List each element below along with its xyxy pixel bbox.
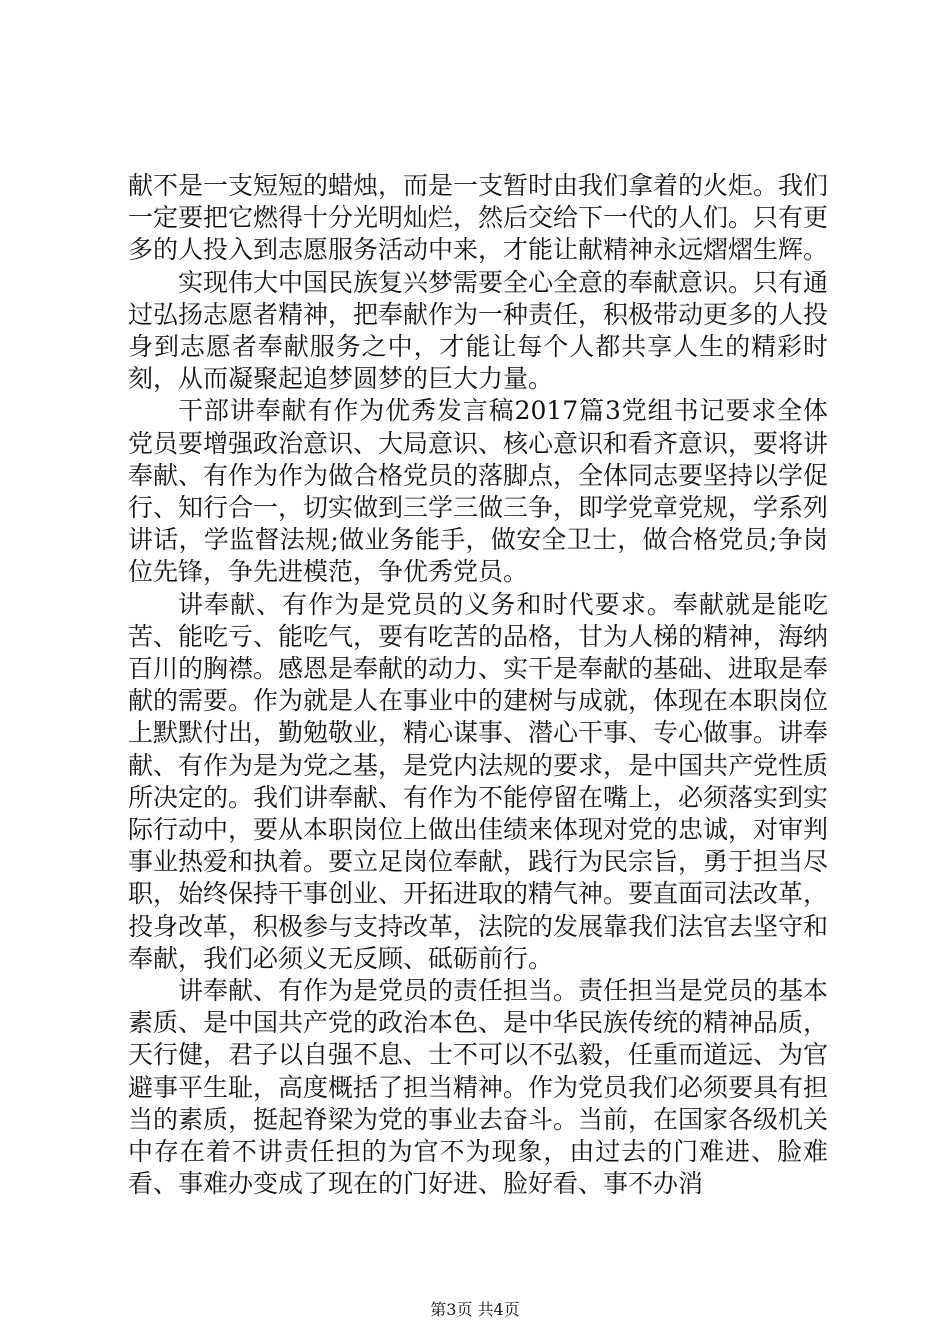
document-body (128, 170, 828, 1201)
paragraph-4: 讲奉献、有作为是党员的义务和时代要求。奉献就是能吃苦、能吃亏、能吃气，要有吃苦的品格，甘为人梯的精神，海纳百川的胸襟。感恩是奉献的动力、实干是奉献的基础、进取是奉献的需要。作为就是人在事业中的建树与成就，体现在本职岗位上默默付出，勤勉敬业，精心谋事、潜心干事、专心做事。讲奉献、有作为是为党之基，是党内法规的要求，是中国共产党性质所决定的。我们讲奉献、有作为不能停留在嘴上，必须落实到实际行动中，要从本职岗位上做出佳绩来体现对党的忠诚，对审判事业热爱和执着。要立足岗位奉献，践行为民宗旨，勇于担当尽职，始终保持干事创业、开拓进取的精气神。要直面司法改革，投身改革，积极参与支持改革，法院的发展靠我们法官去坚守和奉献，我们必须义无反顾、砥砺前行。 (128, 589, 829, 973)
paragraph-2: 实现伟大中国民族复兴梦需要全心全意的奉献意识。只有通过弘扬志愿者精神，把奉献作为一种责任，积极带动更多的人投身到志愿者奉献服务之中，才能让每个人都共享人生的精彩时刻，从而凝聚起追梦圆梦的巨大力量。 (128, 267, 829, 394)
paragraph-5: 讲奉献、有作为是党员的责任担当。责任担当是党员的基本素质、是中国共产党的政治本色、是中华民族传统的精神品质，天行健，君子以自强不息、士不可以不弘毅，任重而道远、为官避事平生耻，高度概括了担当精神。作为党员我们必须要具有担当的素质，挺起脊梁为党的事业去奋斗。当前，在国家各级机关中存在着不讲责任担的为官不为现象，由过去的门难进、脸难看、事难办变成了现在的门好进、脸好看、事不办消 (128, 976, 829, 1199)
paragraph-3: 干部讲奉献有作为优秀发言稿2017篇3党组书记要求全体党员要增强政治意识、大局意识、核心意识和看齐意识，要将讲奉献、有作为作为做合格党员的落脚点，全体同志要坚持以学促行、知行合一，切实做到三学三做三争，即学党章党规，学系列讲话，学监督法规;做业务能手，做安全卫士，做合格党员;争岗位先锋，争先进模范，争优秀党员。 (128, 396, 829, 587)
paragraph-1: 献不是一支短短的蜡烛，而是一支暂时由我们拿着的火炬。我们一定要把它燃得十分光明灿烂，然后交给下一代的人们。只有更多的人投入到志愿服务活动中来，才能让献精神永远熠熠生辉。 (128, 171, 829, 265)
page-number-footer: 第3页 共4页 (430, 1300, 520, 1319)
